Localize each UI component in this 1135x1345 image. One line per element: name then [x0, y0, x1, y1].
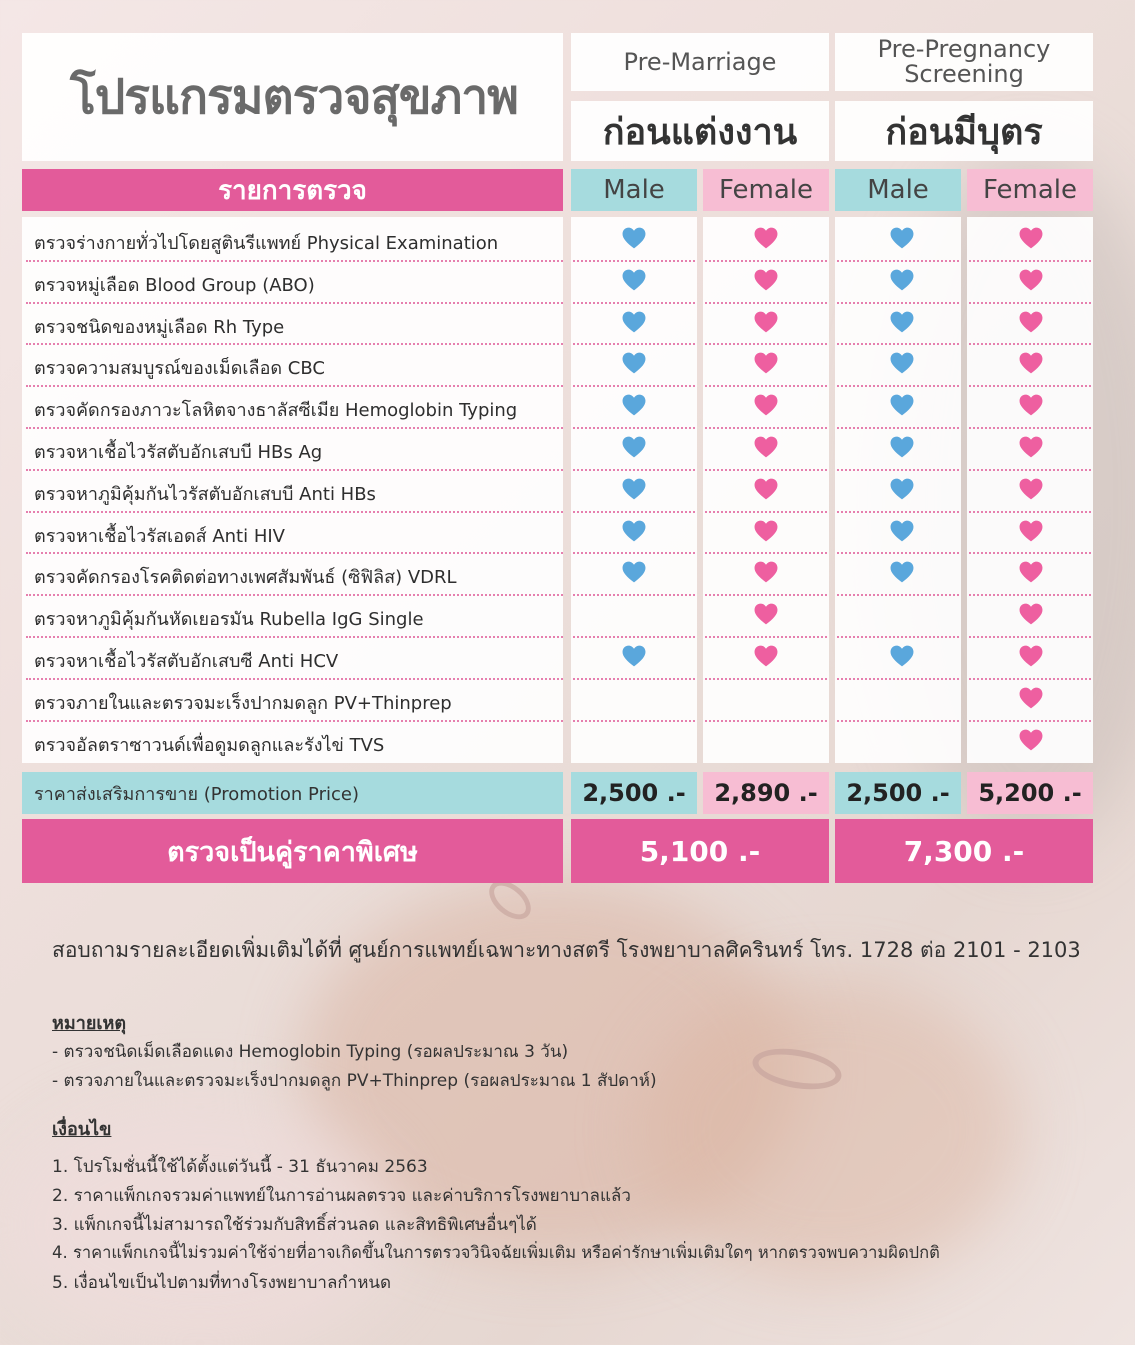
male-heart-icon: [621, 310, 647, 334]
row-divider: [837, 511, 959, 513]
row-divider: [705, 636, 827, 638]
female-heart-icon: [1018, 310, 1044, 334]
female-heart-icon: [753, 644, 779, 668]
row-divider: [837, 427, 959, 429]
test-row-label: ตรวจอัลตราซาวนด์เพื่อดูมดลูกและรังไข่ TVS: [34, 734, 385, 756]
page-title: โปรแกรมตรวจสุขภาพ: [70, 69, 518, 125]
row-divider: [837, 469, 959, 471]
female-heart-icon: [753, 268, 779, 292]
row-divider: [969, 594, 1091, 596]
condition-item: 4. ราคาแพ็กเกจนี้ไม่รวมค่าใช้จ่ายที่อาจเกิดขึ้นในการตรวจวินิจฉัยเพิ่มเติม หรือค่ารักษาเพิ่มเติมใดๆ หากตรวจพบความผิดปกติ: [52, 1243, 940, 1262]
test-row-label: ตรวจคัดกรองภาวะโลหิตจางธาลัสซีเมีย Hemoglobin Typing: [34, 400, 518, 422]
package-en-header-pre-pregnancy: Pre-Pregnancy Screening: [835, 33, 1093, 91]
promotion-price-pre-pregnancy-female: 5,200 .-: [967, 772, 1093, 814]
female-heart-icon: [1018, 477, 1044, 501]
couple-price-pre-pregnancy: 7,300 .-: [835, 819, 1093, 883]
row-divider: [705, 678, 827, 680]
female-heart-icon: [753, 226, 779, 250]
row-divider: [837, 552, 959, 554]
male-heart-icon: [621, 435, 647, 459]
male-heart-icon: [889, 351, 915, 375]
female-heart-icon: [753, 560, 779, 584]
row-divider: [705, 343, 827, 345]
row-divider: [26, 469, 563, 471]
row-divider: [26, 260, 563, 262]
row-divider: [969, 678, 1091, 680]
row-divider: [573, 260, 695, 262]
female-heart-icon: [1018, 686, 1044, 710]
row-divider: [26, 511, 563, 513]
row-divider: [26, 720, 563, 722]
female-heart-icon: [753, 310, 779, 334]
gender-header-female: Female: [967, 169, 1093, 211]
promotion-price-pre-marriage-female: 2,890 .-: [703, 772, 829, 814]
gender-header-male: Male: [835, 169, 961, 211]
gender-header-female: Female: [703, 169, 829, 211]
row-divider: [26, 302, 563, 304]
couple-price-label: ตรวจเป็นคู่ราคาพิเศษ: [22, 819, 563, 883]
row-divider: [26, 385, 563, 387]
column-header-tests: รายการตรวจ: [22, 169, 563, 211]
row-divider: [705, 511, 827, 513]
row-divider: [969, 511, 1091, 513]
female-heart-icon: [1018, 435, 1044, 459]
package-en-header-pre-marriage: Pre-Marriage: [571, 33, 829, 91]
male-heart-icon: [621, 560, 647, 584]
male-heart-icon: [621, 644, 647, 668]
row-divider: [26, 427, 563, 429]
row-divider: [26, 594, 563, 596]
male-heart-icon: [621, 351, 647, 375]
conditions-heading: เงื่อนไข: [52, 1119, 112, 1140]
row-divider: [573, 511, 695, 513]
female-heart-icon: [1018, 351, 1044, 375]
note-item: - ตรวจภายในและตรวจมะเร็งปากมดลูก PV+Thinprep (รอผลประมาณ 1 สัปดาห์): [52, 1071, 657, 1091]
male-heart-icon: [889, 519, 915, 543]
test-row-label: ตรวจหาเชื้อไวรัสตับอักเสบบี HBs Ag: [34, 442, 323, 463]
row-divider: [705, 302, 827, 304]
row-divider: [705, 260, 827, 262]
row-divider: [573, 720, 695, 722]
test-row-label: ตรวจหาเชื้อไวรัสเอดส์ Anti HIV: [34, 525, 285, 547]
row-divider: [573, 552, 695, 554]
title-box: [22, 33, 563, 161]
male-heart-icon: [889, 310, 915, 334]
female-heart-icon: [1018, 728, 1044, 752]
female-heart-icon: [753, 602, 779, 626]
row-divider: [573, 385, 695, 387]
male-heart-icon: [621, 226, 647, 250]
row-divider: [573, 427, 695, 429]
promotion-price-pre-pregnancy-male: 2,500 .-: [835, 772, 961, 814]
note-item: - ตรวจชนิดเม็ดเลือดแดง Hemoglobin Typing (รอผลประมาณ 3 วัน): [52, 1042, 569, 1062]
contact-info: สอบถามรายละเอียดเพิ่มเติมได้ที่ ศูนย์การแพทย์เฉพาะทางสตรี โรงพยาบาลศิครินทร์ โทร. 1728 ต่อ 2101 - 2103: [52, 938, 1081, 962]
row-divider: [573, 343, 695, 345]
female-heart-icon: [1018, 268, 1044, 292]
row-divider: [705, 720, 827, 722]
row-divider: [969, 385, 1091, 387]
test-row-label: ตรวจภายในและตรวจมะเร็งปากมดลูก PV+Thinprep: [34, 692, 452, 714]
female-heart-icon: [753, 519, 779, 543]
female-heart-icon: [1018, 644, 1044, 668]
row-divider: [26, 678, 563, 680]
condition-item: 2. ราคาแพ็กเกจรวมค่าแพทย์ในการอ่านผลตรวจ และค่าบริการโรงพยาบาลแล้ว: [52, 1186, 631, 1206]
test-row-label: ตรวจหาเชื้อไวรัสตับอักเสบซี Anti HCV: [34, 651, 339, 672]
male-heart-icon: [889, 393, 915, 417]
condition-item: 3. แพ็กเกจนี้ไม่สามารถใช้ร่วมกับสิทธิ์ส่วนลด และสิทธิพิเศษอื่นๆได้: [52, 1215, 537, 1235]
test-row-label: ตรวจคัดกรองโรคติดต่อทางเพศสัมพันธ์ (ซิฟิลิส) VDRL: [34, 567, 457, 589]
male-heart-icon: [889, 435, 915, 459]
row-divider: [837, 260, 959, 262]
female-heart-icon: [753, 351, 779, 375]
male-heart-icon: [621, 519, 647, 543]
row-divider: [837, 678, 959, 680]
notes-heading: หมายเหตุ: [52, 1013, 127, 1034]
row-divider: [837, 385, 959, 387]
row-divider: [837, 594, 959, 596]
row-divider: [573, 594, 695, 596]
row-divider: [705, 427, 827, 429]
condition-item: 5. เงื่อนไขเป็นไปตามที่ทางโรงพยาบาลกำหนด: [52, 1273, 392, 1293]
female-heart-icon: [1018, 226, 1044, 250]
female-heart-icon: [753, 435, 779, 459]
test-row-label: ตรวจหมู่เลือด Blood Group (ABO): [34, 274, 315, 296]
row-divider: [969, 636, 1091, 638]
row-divider: [969, 720, 1091, 722]
row-divider: [969, 343, 1091, 345]
couple-price-pre-marriage: 5,100 .-: [571, 819, 829, 883]
female-heart-icon: [753, 393, 779, 417]
row-divider: [837, 302, 959, 304]
male-heart-icon: [621, 268, 647, 292]
test-row-label: ตรวจหาภูมิคุ้มกันไวรัสตับอักเสบบี Anti HBs: [34, 483, 376, 505]
female-heart-icon: [1018, 560, 1044, 584]
male-heart-icon: [889, 477, 915, 501]
test-row-label: ตรวจความสมบูรณ์ของเม็ดเลือด CBC: [34, 358, 325, 380]
male-heart-icon: [889, 644, 915, 668]
male-heart-icon: [621, 393, 647, 417]
male-heart-icon: [621, 477, 647, 501]
row-divider: [969, 302, 1091, 304]
row-divider: [705, 385, 827, 387]
male-heart-icon: [889, 226, 915, 250]
background-hands: [640, 980, 1020, 1280]
female-heart-icon: [1018, 393, 1044, 417]
row-divider: [705, 552, 827, 554]
package-th-header-pre-marriage: ก่อนแต่งงาน: [571, 101, 829, 161]
row-divider: [837, 636, 959, 638]
row-divider: [573, 302, 695, 304]
row-divider: [26, 343, 563, 345]
row-divider: [969, 469, 1091, 471]
test-row-label: ตรวจหาภูมิคุ้มกันหัดเยอรมัน Rubella IgG Single: [34, 609, 424, 631]
row-divider: [837, 343, 959, 345]
row-divider: [969, 552, 1091, 554]
promotion-price-label: ราคาส่งเสริมการขาย (Promotion Price): [22, 772, 563, 814]
row-divider: [573, 469, 695, 471]
package-th-header-pre-pregnancy: ก่อนมีบุตร: [835, 101, 1093, 161]
row-divider: [969, 260, 1091, 262]
row-divider: [705, 594, 827, 596]
row-divider: [837, 720, 959, 722]
row-divider: [969, 427, 1091, 429]
test-row-label: ตรวจชนิดของหมู่เลือด Rh Type: [34, 316, 285, 338]
condition-item: 1. โปรโมชั่นนี้ใช้ได้ตั้งแต่วันนี้ - 31 ธันวาคม 2563: [52, 1157, 428, 1177]
female-heart-icon: [753, 477, 779, 501]
promotion-price-pre-marriage-male: 2,500 .-: [571, 772, 697, 814]
gender-header-male: Male: [571, 169, 697, 211]
test-row-label: ตรวจร่างกายทั่วไปโดยสูตินรีแพทย์ Physical Examination: [34, 233, 499, 254]
row-divider: [573, 636, 695, 638]
row-divider: [26, 552, 563, 554]
row-divider: [705, 469, 827, 471]
female-heart-icon: [1018, 519, 1044, 543]
male-heart-icon: [889, 268, 915, 292]
female-heart-icon: [1018, 602, 1044, 626]
male-heart-icon: [889, 560, 915, 584]
row-divider: [573, 678, 695, 680]
row-divider: [26, 636, 563, 638]
